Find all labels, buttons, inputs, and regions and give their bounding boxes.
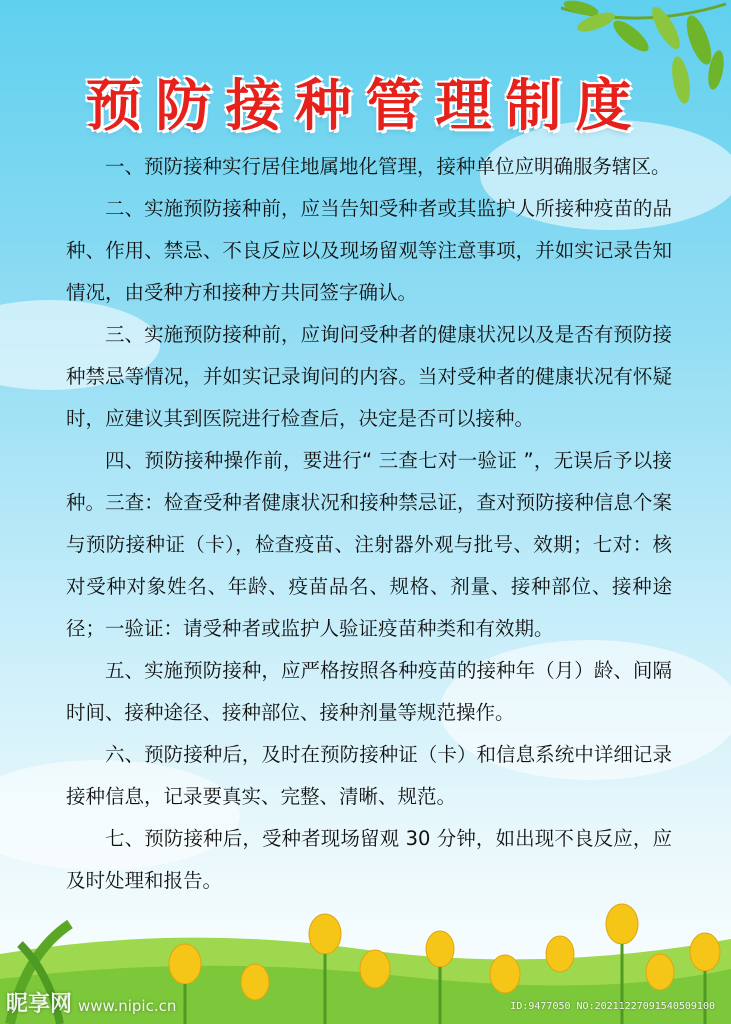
paragraph-1: 一、预防接种实行居住地属地化管理，接种单位应明确服务辖区。 (105, 155, 671, 178)
watermark-logo (6, 987, 176, 1018)
watermark-id: ID:9477050 NO:20211227091540509100 (510, 1001, 715, 1012)
paragraph-3: 三、实施预防接种前，应询问受种者的健康状况以及是否有预防接种禁忌等情况，并如实记录询问的内容。当对受种者的健康状况有怀疑时，应建议其到医院进行检查后，决定是否可以接种。 (66, 323, 672, 430)
watermark-url: www.nipic.cn (78, 997, 177, 1015)
paragraph-2: 二、实施预防接种前，应当告知受种者或其监护人所接种疫苗的品种、作用、禁忌、不良反应以及现场留观等注意事项，并如实记录告知情况，由受种方和接种方共同签字确认。 (66, 197, 672, 304)
paragraph-7: 七、预防接种后，受种者现场留观 30 分钟，如出现不良反应，应及时处理和报告。 (66, 827, 672, 892)
regulation-body (66, 146, 672, 902)
paragraph-6: 六、预防接种后，及时在预防接种证（卡）和信息系统中详细记录接种信息，记录要真实、完整、清晰、规范。 (66, 743, 672, 808)
paragraph-5: 五、实施预防接种，应严格按照各种疫苗的接种年（月）龄、间隔时间、接种途径、接种部位、接种剂量等规范操作。 (66, 659, 672, 724)
watermark-logo-text: 昵享网 (6, 992, 73, 1017)
page-title: 预防接种管理制度 (85, 74, 646, 139)
paragraph-4: 四、预防接种操作前，要进行“ 三查七对一验证 ”，无误后予以接种。三查：检查受种者健康状况和接种禁忌证，查对预防接种信息个案与预防接种证（卡），检查疫苗、注射器外观与批号、效期；七对：核对受种对象姓名、年龄、疫苗品名、规格、剂量、接种部位、接种途径；一验证：请受种者或监护人验证疫苗种类和有效期。 (66, 449, 672, 640)
